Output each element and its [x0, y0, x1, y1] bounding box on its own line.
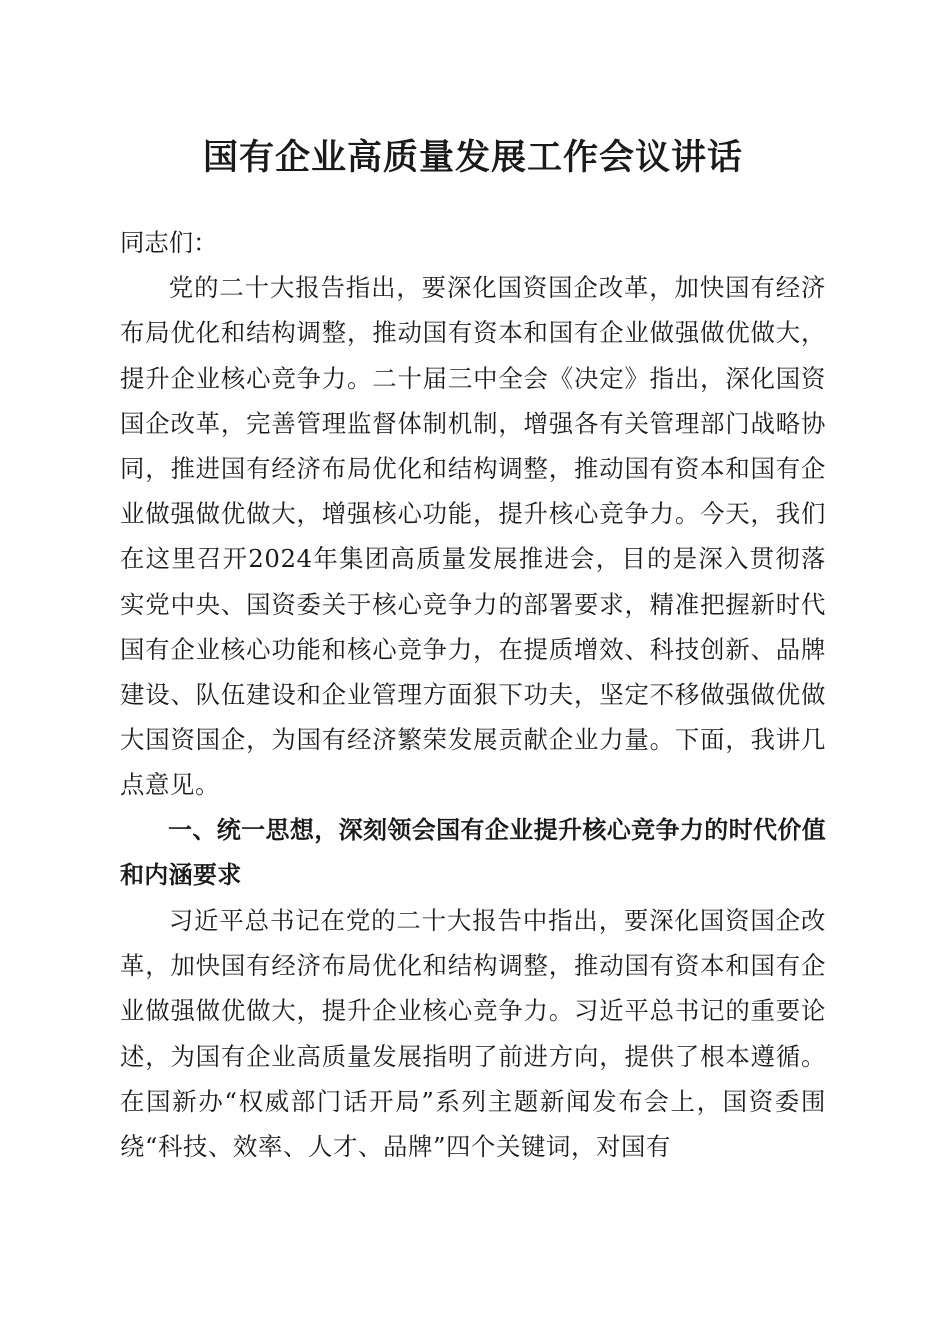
document-title: 国有企业高质量发展工作会议讲话 — [202, 137, 743, 178]
paragraph-section-1: 习近平总书记在党的二十大报告中指出，要深化国资国企改革，加快国有经济布局优化和结构调整，推动国有资本和国有企业做强做优做大，提升企业核心竞争力。习近平总书记的重要论述，为国有企业高质量发展指明了前进方向，提供了根本遵循。在国新办“权威部门话开局”系列主题新闻发布会上，国资委围绕“科技、效率、人才、品牌”四个关键词，对国有 — [120, 906, 826, 1162]
paragraph-intro: 党的二十大报告指出，要深化国资国企改革，加快国有经济布局优化和结构调整，推动国有资本和国有企业做强做优做大，提升企业核心竞争力。二十届三中全会《决定》指出，深化国资国企改革，完善管理监督体制机制，增强各有关管理部门战略协同，推进国有经济布局优化和结构调整，推动国有资本和国有企业做强做优做大，增强核心功能，提升核心竞争力。今天，我们在这里召开2024年集团高质量发展推进会，目的是深入贯彻落实党中央、国资委关于核心竞争力的部署要求，精准把握新时代国有企业核心功能和核心竞争力，在提质增效、科技创新、品牌建设、队伍建设和企业管理方面狠下功夫，坚定不移做强做优做大国资国企，为国有经济繁荣发展贡献企业力量。下面，我讲几点意见。 — [120, 273, 826, 800]
salutation: 同志们： — [120, 228, 218, 257]
document-page — [120, 130, 826, 1169]
section-heading-1: 一、统一思想，深刻领会国有企业提升核心竞争力的时代价值和内涵要求 — [120, 815, 826, 889]
